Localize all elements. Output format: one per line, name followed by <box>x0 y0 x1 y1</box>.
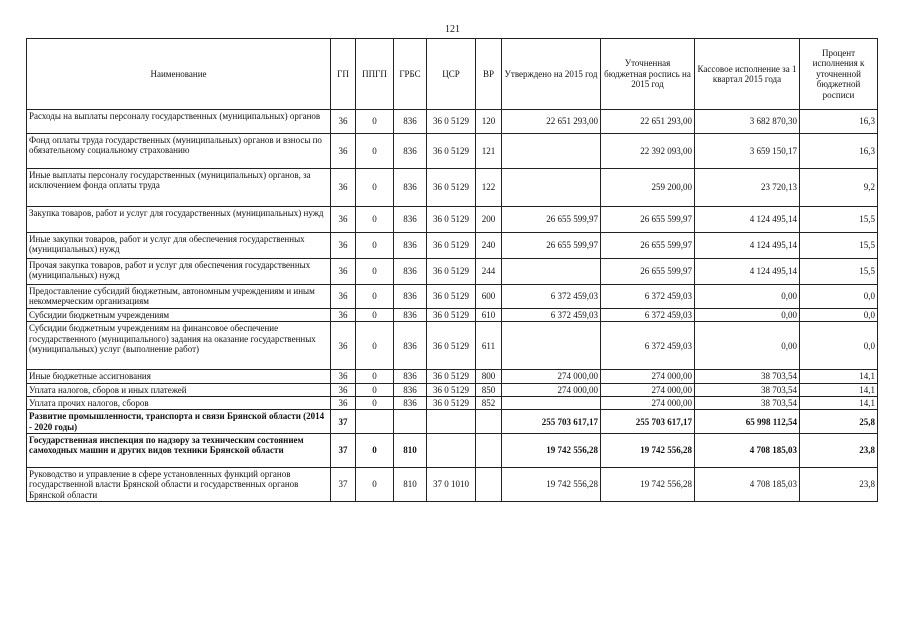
header-pgp: ППГП <box>356 39 394 110</box>
cell-name: Расходы на выплаты персоналу государственных (муниципальных) органов <box>27 110 331 134</box>
cell-approved: 22 651 293,00 <box>502 110 601 134</box>
table-header-row <box>27 39 878 110</box>
cell-specified: 6 372 459,03 <box>601 309 695 322</box>
table-row <box>27 383 878 396</box>
cell-grbs: 836 <box>394 322 427 370</box>
cell-grbs <box>394 410 427 434</box>
header-name: Наименование <box>27 39 331 110</box>
cell-gp: 36 <box>331 370 356 383</box>
cell-percent: 25,8 <box>800 410 878 434</box>
cell-name: Предоставление субсидий бюджетным, автономным учреждениям и иным некоммерческим организациям <box>27 285 331 309</box>
cell-executed: 65 998 112,54 <box>695 410 800 434</box>
header-gp: ГП <box>331 39 356 110</box>
cell-percent: 15,5 <box>800 259 878 285</box>
cell-vr: 121 <box>476 134 502 169</box>
cell-vr <box>476 410 502 434</box>
cell-grbs: 810 <box>394 468 427 502</box>
cell-specified: 6 372 459,03 <box>601 322 695 370</box>
cell-csr <box>427 434 476 468</box>
cell-pgp: 0 <box>356 110 394 134</box>
cell-gp: 36 <box>331 169 356 207</box>
cell-pgp: 0 <box>356 434 394 468</box>
header-csr: ЦСР <box>427 39 476 110</box>
cell-percent: 0,0 <box>800 309 878 322</box>
cell-vr: 120 <box>476 110 502 134</box>
cell-csr: 36 0 5129 <box>427 383 476 396</box>
cell-gp: 36 <box>331 397 356 410</box>
cell-approved: 255 703 617,17 <box>502 410 601 434</box>
cell-csr: 37 0 1010 <box>427 468 476 502</box>
cell-approved: 19 742 556,28 <box>502 434 601 468</box>
cell-approved <box>502 169 601 207</box>
cell-pgp: 0 <box>356 285 394 309</box>
cell-percent: 16,3 <box>800 110 878 134</box>
cell-name: Руководство и управление в сфере установленных функций органов государственной власти Брянской области и государственных органов Брянской области <box>27 468 331 502</box>
cell-csr: 36 0 5129 <box>427 169 476 207</box>
cell-specified: 19 742 556,28 <box>601 434 695 468</box>
cell-pgp: 0 <box>356 233 394 259</box>
cell-specified: 22 651 293,00 <box>601 110 695 134</box>
cell-gp: 37 <box>331 468 356 502</box>
cell-executed: 4 708 185,03 <box>695 468 800 502</box>
cell-executed: 38 703,54 <box>695 397 800 410</box>
cell-gp: 36 <box>331 233 356 259</box>
cell-approved: 6 372 459,03 <box>502 285 601 309</box>
cell-executed: 4 124 495,14 <box>695 207 800 233</box>
cell-vr: 244 <box>476 259 502 285</box>
cell-csr: 36 0 5129 <box>427 322 476 370</box>
cell-approved <box>502 322 601 370</box>
cell-percent: 14,1 <box>800 397 878 410</box>
cell-approved <box>502 397 601 410</box>
cell-percent: 23,8 <box>800 468 878 502</box>
cell-vr: 122 <box>476 169 502 207</box>
cell-csr: 36 0 5129 <box>427 309 476 322</box>
table-row <box>27 207 878 233</box>
cell-executed: 4 708 185,03 <box>695 434 800 468</box>
cell-vr <box>476 434 502 468</box>
cell-gp: 36 <box>331 383 356 396</box>
table-row <box>27 468 878 502</box>
cell-csr: 36 0 5129 <box>427 110 476 134</box>
cell-gp: 36 <box>331 207 356 233</box>
page-number: 121 <box>445 24 460 35</box>
header-executed: Кассовое исполнение за 1 квартал 2015 года <box>695 39 800 110</box>
header-vr: ВР <box>476 39 502 110</box>
table-row <box>27 110 878 134</box>
cell-approved <box>502 259 601 285</box>
cell-csr: 36 0 5129 <box>427 134 476 169</box>
table-row <box>27 259 878 285</box>
cell-grbs: 836 <box>394 207 427 233</box>
cell-percent: 14,1 <box>800 383 878 396</box>
cell-approved <box>502 134 601 169</box>
table-row <box>27 322 878 370</box>
cell-executed: 38 703,54 <box>695 370 800 383</box>
cell-name: Уплата налогов, сборов и иных платежей <box>27 383 331 396</box>
cell-approved: 26 655 599,97 <box>502 233 601 259</box>
cell-grbs: 836 <box>394 397 427 410</box>
cell-csr: 36 0 5129 <box>427 233 476 259</box>
cell-csr: 36 0 5129 <box>427 259 476 285</box>
cell-grbs: 836 <box>394 169 427 207</box>
cell-pgp: 0 <box>356 370 394 383</box>
cell-name: Иные закупки товаров, работ и услуг для обеспечения государственных (муниципальных) нужд <box>27 233 331 259</box>
cell-approved: 19 742 556,28 <box>502 468 601 502</box>
table-row <box>27 309 878 322</box>
cell-gp: 36 <box>331 309 356 322</box>
cell-executed: 3 682 870,30 <box>695 110 800 134</box>
cell-executed: 38 703,54 <box>695 383 800 396</box>
cell-specified: 274 000,00 <box>601 383 695 396</box>
cell-gp: 36 <box>331 322 356 370</box>
cell-pgp: 0 <box>356 169 394 207</box>
cell-pgp: 0 <box>356 322 394 370</box>
cell-grbs: 836 <box>394 370 427 383</box>
header-grbs: ГРБС <box>394 39 427 110</box>
cell-vr: 800 <box>476 370 502 383</box>
cell-executed: 3 659 150,17 <box>695 134 800 169</box>
cell-specified: 255 703 617,17 <box>601 410 695 434</box>
header-specified: Уточненная бюджетная роспись на 2015 год <box>601 39 695 110</box>
cell-pgp: 0 <box>356 468 394 502</box>
cell-executed: 4 124 495,14 <box>695 259 800 285</box>
cell-approved: 26 655 599,97 <box>502 207 601 233</box>
table-row <box>27 370 878 383</box>
cell-specified: 6 372 459,03 <box>601 285 695 309</box>
cell-csr: 36 0 5129 <box>427 285 476 309</box>
cell-name: Прочая закупка товаров, работ и услуг для обеспечения государственных (муниципальных) нужд <box>27 259 331 285</box>
cell-name: Государственная инспекция по надзору за техническим состоянием самоходных машин и других видов техники Брянской области <box>27 434 331 468</box>
cell-name: Закупка товаров, работ и услуг для государственных (муниципальных) нужд <box>27 207 331 233</box>
table-row <box>27 134 878 169</box>
cell-executed: 4 124 495,14 <box>695 233 800 259</box>
cell-gp: 36 <box>331 134 356 169</box>
table-row <box>27 169 878 207</box>
cell-pgp <box>356 410 394 434</box>
cell-executed: 0,00 <box>695 309 800 322</box>
table-row <box>27 410 878 434</box>
header-approved: Утверждено на 2015 год <box>502 39 601 110</box>
cell-grbs: 810 <box>394 434 427 468</box>
cell-specified: 26 655 599,97 <box>601 259 695 285</box>
table-row <box>27 397 878 410</box>
cell-name: Иные выплаты персоналу государственных (муниципальных) органов, за исключением фонда оплаты труда <box>27 169 331 207</box>
cell-executed: 0,00 <box>695 322 800 370</box>
cell-vr: 240 <box>476 233 502 259</box>
cell-vr <box>476 468 502 502</box>
cell-grbs: 836 <box>394 309 427 322</box>
cell-csr: 36 0 5129 <box>427 397 476 410</box>
cell-vr: 610 <box>476 309 502 322</box>
cell-gp: 37 <box>331 410 356 434</box>
cell-csr: 36 0 5129 <box>427 370 476 383</box>
cell-percent: 14,1 <box>800 370 878 383</box>
cell-name: Фонд оплаты труда государственных (муниципальных) органов и взносы по обязательному социальному страхованию <box>27 134 331 169</box>
cell-name: Развитие промышленности, транспорта и связи Брянской области (2014 - 2020 годы) <box>27 410 331 434</box>
cell-grbs: 836 <box>394 110 427 134</box>
table-row <box>27 285 878 309</box>
header-percent: Процент исполнения к уточненной бюджетной росписи <box>800 39 878 110</box>
cell-vr: 600 <box>476 285 502 309</box>
cell-csr <box>427 410 476 434</box>
cell-approved: 6 372 459,03 <box>502 309 601 322</box>
cell-gp: 36 <box>331 285 356 309</box>
cell-grbs: 836 <box>394 383 427 396</box>
cell-name: Субсидии бюджетным учреждениям <box>27 309 331 322</box>
cell-gp: 36 <box>331 110 356 134</box>
cell-gp: 36 <box>331 259 356 285</box>
cell-csr: 36 0 5129 <box>427 207 476 233</box>
cell-approved: 274 000,00 <box>502 383 601 396</box>
cell-pgp: 0 <box>356 383 394 396</box>
budget-table <box>26 38 878 502</box>
cell-percent: 16,3 <box>800 134 878 169</box>
cell-grbs: 836 <box>394 259 427 285</box>
cell-percent: 0,0 <box>800 322 878 370</box>
cell-specified: 274 000,00 <box>601 370 695 383</box>
cell-executed: 23 720,13 <box>695 169 800 207</box>
cell-percent: 0,0 <box>800 285 878 309</box>
cell-name: Субсидии бюджетным учреждениям на финансовое обеспечение государственного (муниципального) задания на оказание государственных (муниципальных) услуг (выполнение работ) <box>27 322 331 370</box>
cell-percent: 15,5 <box>800 233 878 259</box>
cell-approved: 274 000,00 <box>502 370 601 383</box>
cell-specified: 19 742 556,28 <box>601 468 695 502</box>
cell-percent: 15,5 <box>800 207 878 233</box>
table-row <box>27 233 878 259</box>
cell-specified: 22 392 093,00 <box>601 134 695 169</box>
cell-percent: 9,2 <box>800 169 878 207</box>
cell-vr: 850 <box>476 383 502 396</box>
cell-vr: 611 <box>476 322 502 370</box>
cell-pgp: 0 <box>356 134 394 169</box>
table-row <box>27 434 878 468</box>
cell-pgp: 0 <box>356 397 394 410</box>
cell-specified: 259 200,00 <box>601 169 695 207</box>
cell-pgp: 0 <box>356 207 394 233</box>
cell-name: Уплата прочих налогов, сборов <box>27 397 331 410</box>
cell-specified: 26 655 599,97 <box>601 207 695 233</box>
cell-grbs: 836 <box>394 233 427 259</box>
cell-grbs: 836 <box>394 134 427 169</box>
cell-grbs: 836 <box>394 285 427 309</box>
cell-pgp: 0 <box>356 309 394 322</box>
cell-vr: 852 <box>476 397 502 410</box>
cell-vr: 200 <box>476 207 502 233</box>
cell-specified: 26 655 599,97 <box>601 233 695 259</box>
cell-gp: 37 <box>331 434 356 468</box>
cell-percent: 23,8 <box>800 434 878 468</box>
cell-name: Иные бюджетные ассигнования <box>27 370 331 383</box>
cell-specified: 274 000,00 <box>601 397 695 410</box>
cell-pgp: 0 <box>356 259 394 285</box>
cell-executed: 0,00 <box>695 285 800 309</box>
